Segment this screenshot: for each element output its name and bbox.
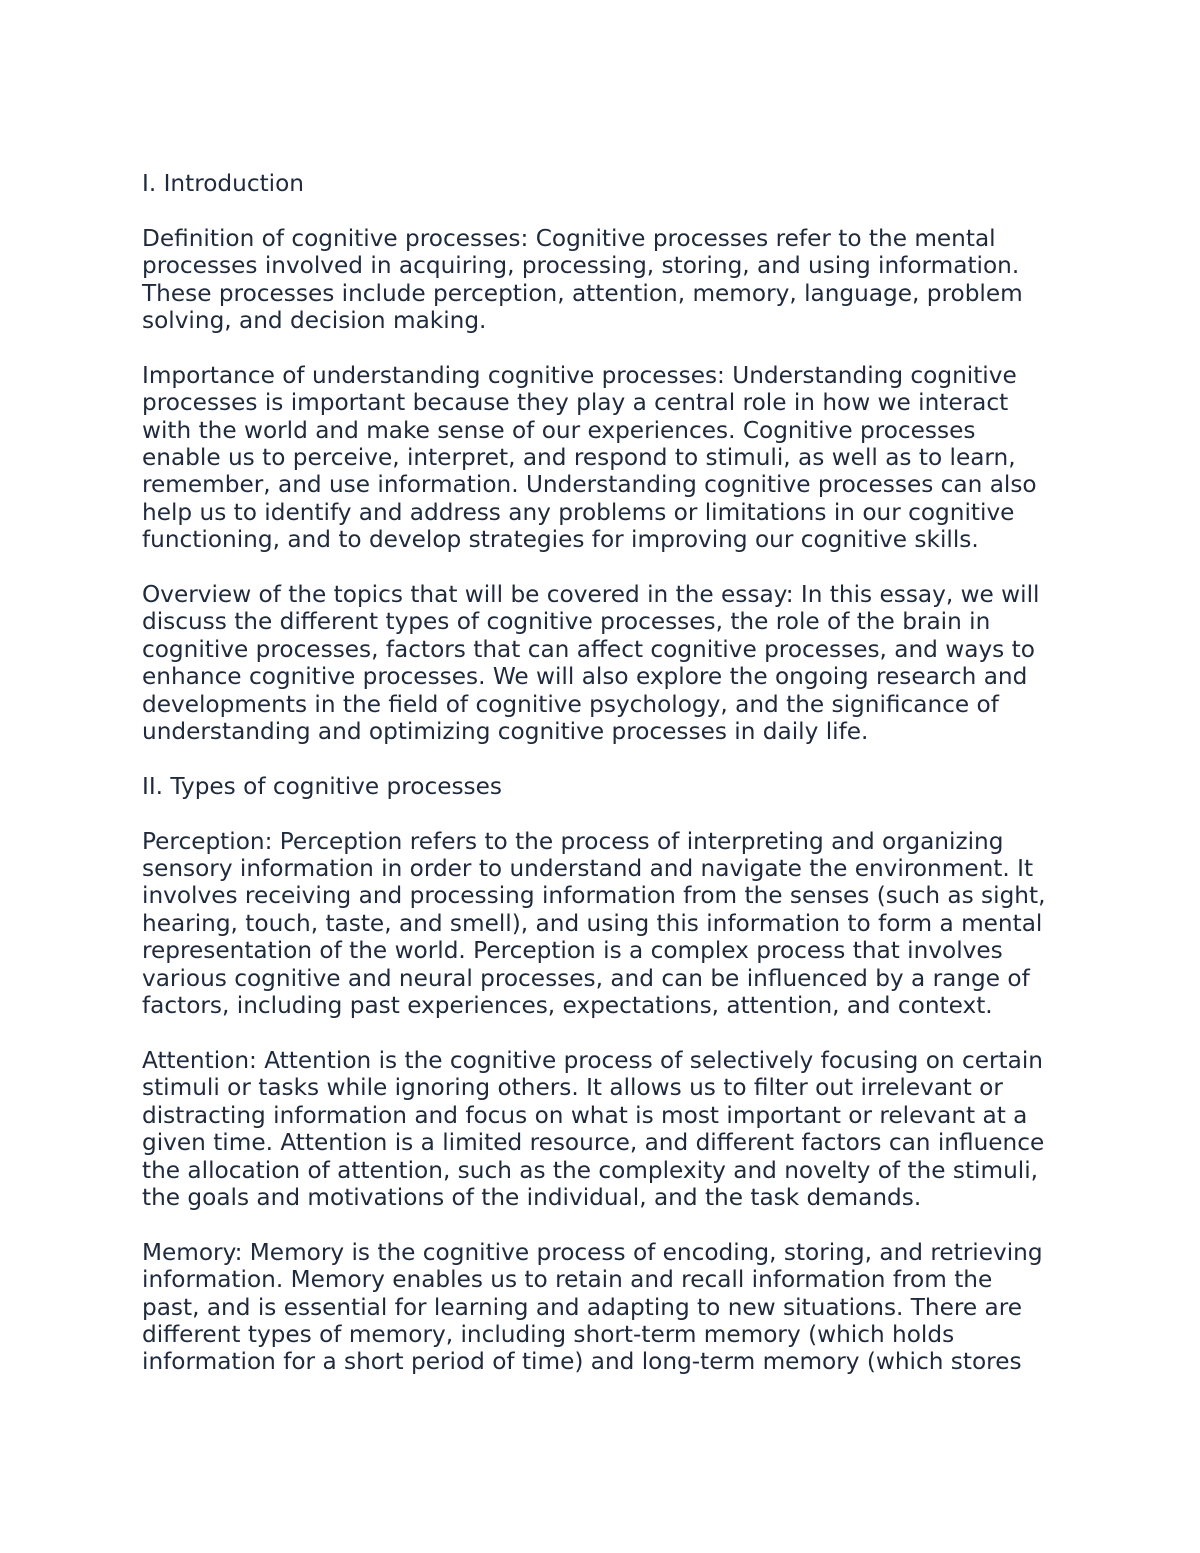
text-line: with the world and make sense of our experiences. Cognitive processes [142,416,976,444]
text-line: different types of memory, including short-term memory (which holds [142,1320,955,1348]
text-line: processes is important because they play a central role in how we interact [142,389,1009,417]
text-line: functioning, and to develop strategies for improving our cognitive skills. [142,526,979,554]
text-line: remember, and use information. Understanding cognitive processes can also [142,471,1037,499]
text-line: various cognitive and neural processes, and can be influenced by a range of [142,964,1030,992]
paragraph-gap [142,745,1072,772]
text-line: developments in the field of cognitive psychology, and the significance of [142,690,999,718]
text-line: discuss the different types of cognitive processes, the role of the brain in [142,608,991,636]
text-line: Attention: Attention is the cognitive process of selectively focusing on certain [142,1046,1043,1074]
text-line: processes involved in acquiring, processing, storing, and using information. [142,252,1020,280]
text-line: past, and is essential for learning and adapting to new situations. There are [142,1293,1023,1321]
text-line: These processes include perception, attention, memory, language, problem [142,279,1023,307]
text-line: stimuli or tasks while ignoring others. It allows us to filter out irrelevant or [142,1074,1003,1102]
paragraph-gap [142,800,1072,827]
paragraph-definition [142,225,1072,335]
text-line: the goals and motivations of the individual, and the task demands. [142,1183,922,1211]
text-line: understanding and optimizing cognitive processes in daily life. [142,718,869,746]
text-line: help us to identify and address any problems or limitations in our cognitive [142,498,1015,526]
text-line: information. Memory enables us to retain and recall information from the [142,1266,993,1294]
text-line: Perception: Perception refers to the process of interpreting and organizing [142,827,1004,855]
text-line: Overview of the topics that will be covered in the essay: In this essay, we will [142,581,1040,609]
paragraph-importance [142,362,1072,554]
text-line: sensory information in order to understand and navigate the environment. It [142,855,1034,883]
text-line: representation of the world. Perception is a complex process that involves [142,937,1003,965]
text-line: involves receiving and processing information from the senses (such as sight, [142,882,1046,910]
text-line: information for a short period of time) and long-term memory (which stores [142,1348,1022,1376]
text-line: cognitive processes, factors that can affect cognitive processes, and ways to [142,635,1035,663]
paragraph-memory [142,1239,1072,1376]
paragraph-perception [142,828,1072,1020]
paragraph-gap [142,554,1072,581]
text-line: Importance of understanding cognitive processes: Understanding cognitive [142,361,1017,389]
text-line: given time. Attention is a limited resource, and different factors can influence [142,1129,1045,1157]
paragraph-gap [142,197,1072,224]
section-heading-introduction: I. Introduction [142,170,304,197]
text-line: the allocation of attention, such as the complexity and novelty of the stimuli, [142,1156,1039,1184]
document-body [142,170,1072,1376]
text-line: hearing, touch, taste, and smell), and using this information to form a mental [142,909,1043,937]
text-line: distracting information and focus on what is most important or relevant at a [142,1101,1028,1129]
text-line: enable us to perceive, interpret, and respond to stimuli, as well as to learn, [142,444,1016,472]
paragraph-attention [142,1047,1072,1211]
text-line: solving, and decision making. [142,307,487,335]
text-line: Memory: Memory is the cognitive process of encoding, storing, and retrieving [142,1238,1043,1266]
text-line: factors, including past experiences, expectations, attention, and context. [142,992,993,1020]
section-heading-types: II. Types of cognitive processes [142,772,502,800]
text-line: Definition of cognitive processes: Cognitive processes refer to the mental [142,224,996,252]
text-line: enhance cognitive processes. We will also explore the ongoing research and [142,663,1028,691]
paragraph-gap [142,334,1072,361]
paragraph-overview [142,581,1072,745]
paragraph-gap [142,1020,1072,1047]
paragraph-gap [142,1211,1072,1238]
